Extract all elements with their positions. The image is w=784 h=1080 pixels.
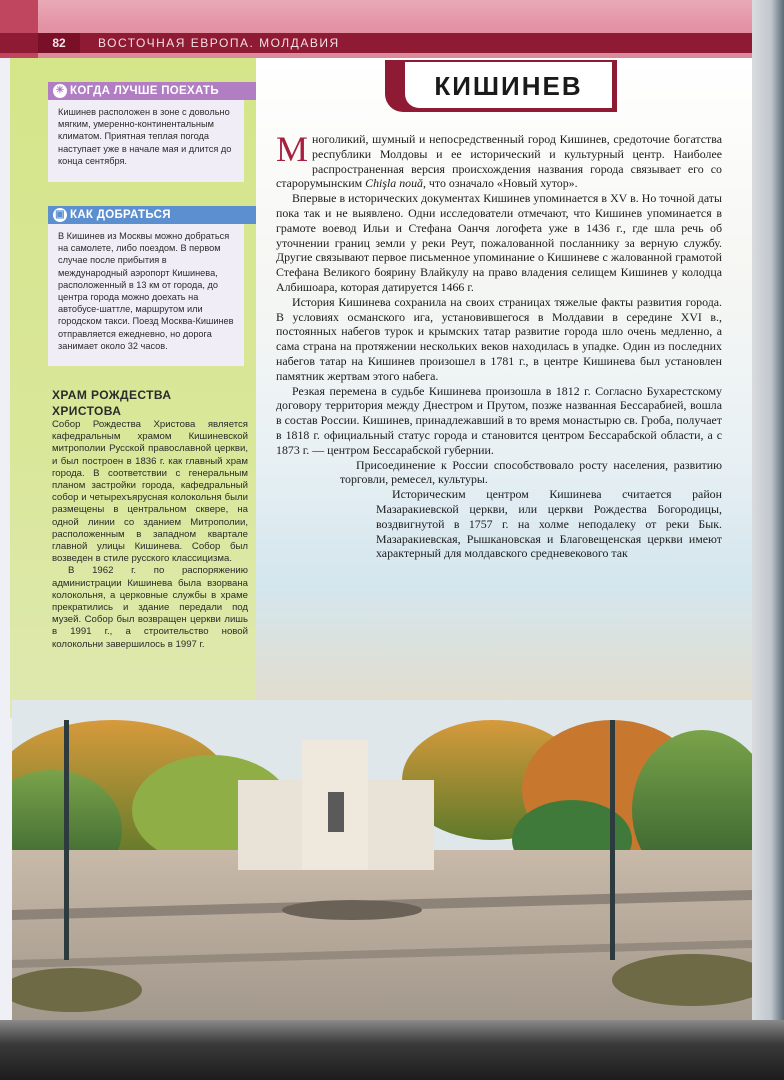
page-title: КИШИНЕВ xyxy=(405,62,612,108)
when-to-go-text: Кишинев расположен в зоне с довольно мягким, умеренно-континентальным климатом. Приятная теплая погода наступает уже в начале мая и длится до конца сентября. xyxy=(58,107,232,166)
p1-italic: Chişla nouă xyxy=(365,176,423,191)
bus-icon: ▣ xyxy=(53,208,67,222)
article-paragraph-6: Историческим центром Кишинева считается район Мазаракиевской церкви, или церкви Рождества Богородицы, воздвигнутой в 1757 г. на холме неподалеку от реки Бык. Мазаракиевская, Рышкановская и Благовещенская церкви имеют характерный для молдавского средневекового так xyxy=(376,487,722,561)
cathedral-paragraph-2: В 1962 г. по распоряжению администрации Кишинева была взорвана колокольня, а церковные службы в храме прекратились и здание передали под музей. Собор был возвращен церкви лишь в 1991 г., а строительство новой колокольни завершилось в 1997 г. xyxy=(52,565,248,650)
page-number: 82 xyxy=(38,33,80,53)
when-to-go-heading xyxy=(48,82,256,100)
main-article xyxy=(276,129,722,561)
how-to-get-heading-text: КАК ДОБРАТЬСЯ xyxy=(70,209,171,221)
running-head: ВОСТОЧНАЯ ЕВРОПА. МОЛДАВИЯ xyxy=(98,36,340,50)
how-to-get-box xyxy=(48,206,244,366)
when-to-go-heading-text: КОГДА ЛУЧШЕ ПОЕХАТЬ xyxy=(70,85,219,97)
how-to-get-text: В Кишинев из Москвы можно добраться на самолете, либо поездом. В первом случае после прибытия в международный аэропорт Кишинева, расположенный в 13 км от города, до центра города можно доехать на автобусе-шаттле, маршрутом или городском такси. Поезд Москва-Кишинев отправляется ежедневно, но дорога занимает около 32 часов. xyxy=(58,231,234,351)
page-edge-bottom xyxy=(0,1020,784,1080)
cathedral-paragraph-1: Собор Рождества Христова является кафедральным храмом Кишиневской митрополии Русской православной церкви, и был построен в 1836 г. как главный храм города. В соответствии с генеральным планом застройки города, кафедральный собор и четырехъярусная колокольня были размещены в центральном сквере, на одной линии со зданием Митрополии, расположенным в западном квартале главной улицы Кишинева. Собор был возведен в стиле русского классицизма. xyxy=(52,419,248,565)
article-paragraph-3: История Кишинева сохранила на своих страницах тяжелые факты развития города. В условиях османского ига, установившегося в Молдавии в середине XVI в., постоянных набегов турок и крымских татар развитие города шло очень медленно, а сама страна на протяжении нескольких веков находилась в упадке. Один из последних набегов татар на Кишинев произошел в 1781 г., в центре Кишинева был установлен памятник жертвам этого набега. xyxy=(276,294,722,383)
cathedral-text xyxy=(52,419,248,651)
page-header xyxy=(0,0,752,58)
article-paragraph-5: Присоединение к России способствовало росту населения, развитию торговли, ремесел, культуры. xyxy=(340,457,722,487)
drop-cap: М xyxy=(276,129,309,169)
article-paragraph-1 xyxy=(276,129,722,191)
p1-text: ноголикий, шумный и непосредственный город Кишинев, средоточие богатства республики Молдовы и ее исторический и культурный центр. Наиболее распространенная версия происхождения названия города связывает его со старорумынским xyxy=(276,132,722,191)
cathedral-photo xyxy=(12,700,752,1020)
when-to-go-box xyxy=(48,82,244,182)
how-to-get-heading xyxy=(48,206,256,224)
article-paragraph-4: Резкая перемена в судьбе Кишинева произошла в 1812 г. Согласно Бухарестскому договору территория между Днестром и Прутом, позже названная Бессарабией, вошла в состав России. Кишинев, принадлежавший в то время монастырю св. Гроба, получает в 1818 г. официальный статус города и становится центром Бессарабской области, а с 1873 г. — центром Бессарабской губернии. xyxy=(276,383,722,457)
article-paragraph-2: Впервые в исторических документах Кишинев упоминается в XV в. Но точной даты пока так и не выявлено. Одни исследователи отмечают, что Кишинев упоминается в грамоте воевод Ильи и Стефана Оанчя логофета уже в 1436 г., где шла речь об уточнении границ земли у реки Реут, пожалованной посланнику за верную службу. Другие связывают первое письменное упоминание о Кишиневе с жалованной грамотой Стефана Великого боярину Влайкулу на право владения селищем Кишинев у колодца Албишоара, которая датируется 1466 г. xyxy=(276,191,722,294)
cathedral-title: ХРАМ РОЖДЕСТВА ХРИСТОВА xyxy=(52,388,172,418)
p1-end: , что означало «Новый хутор». xyxy=(422,176,578,191)
page-edge-right xyxy=(752,0,784,1080)
sun-icon: ☀ xyxy=(53,84,67,98)
